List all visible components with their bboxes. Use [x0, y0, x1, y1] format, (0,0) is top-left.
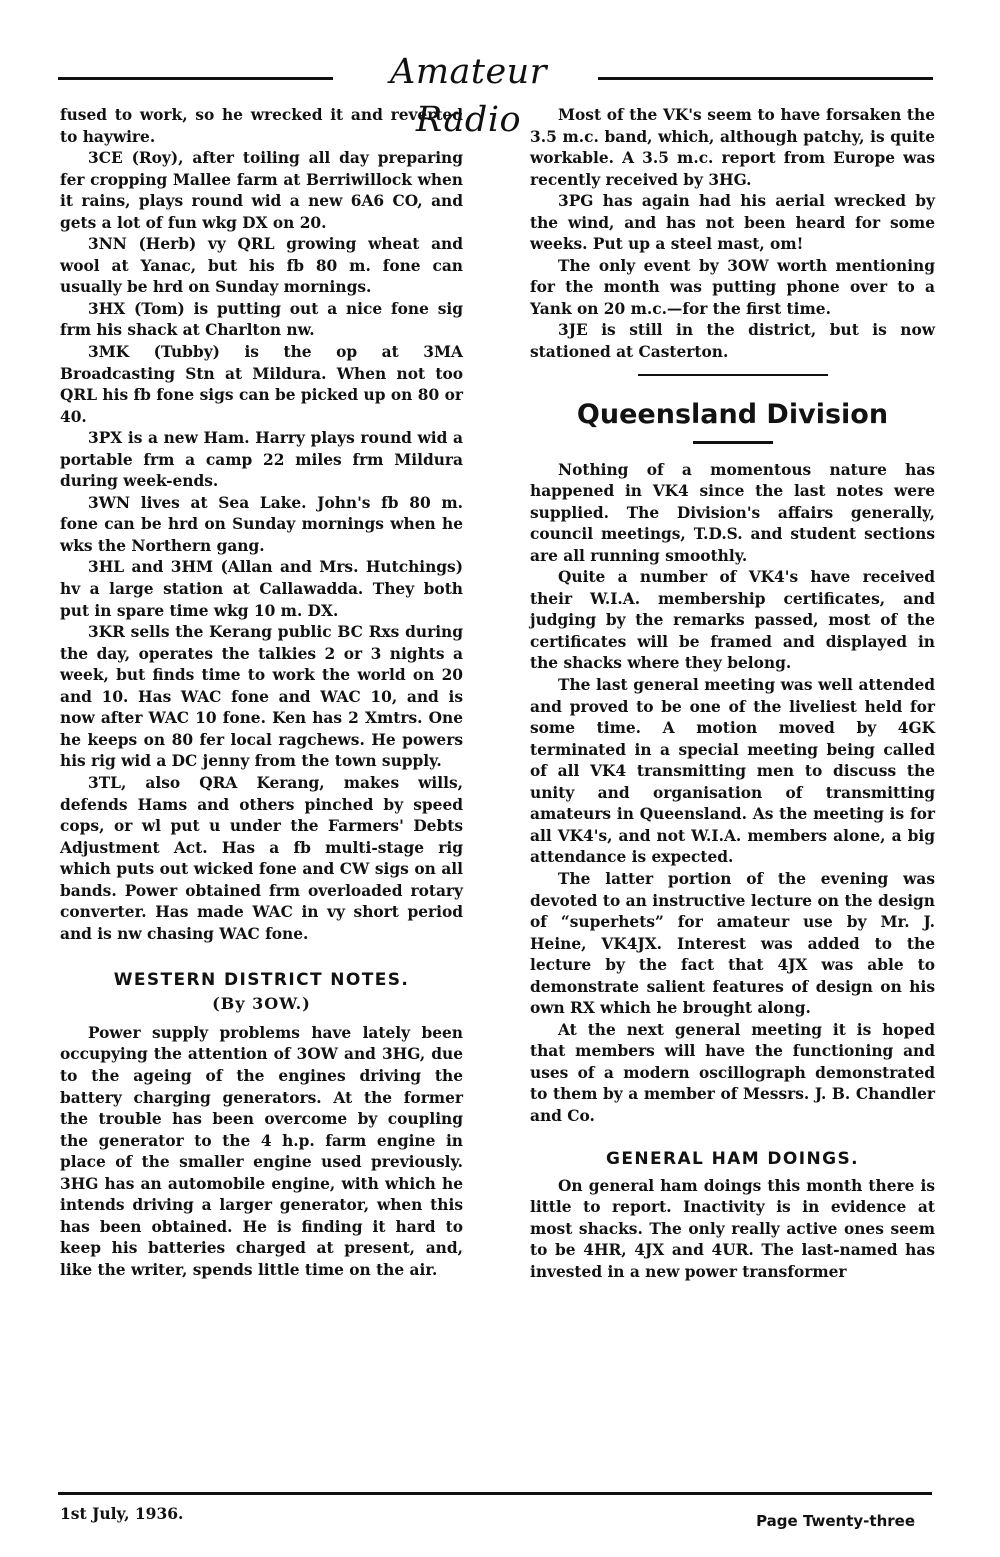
- paragraph-qld-next-meeting: At the next general meeting it is hoped that members will have the functioning and uses of a modern oscillograph demonstrated to them by a member of Messrs. J. B. Chandler and Co.: [530, 1020, 935, 1125]
- paragraph-qld-intro: Nothing of a momentous nature has happened in VK4 since the last notes were supplied. The Division's affairs generally, council meetings, T.D.S. and student sections are all running smoothly.: [530, 460, 935, 565]
- page-number: Page Twenty-three: [756, 1512, 915, 1530]
- paragraph-3hx: 3HX (Tom) is putting out a nice fone sig frm his shack at Charlton nw.: [60, 299, 463, 340]
- paragraph-vk-bands: Most of the VK's seem to have forsaken the 3.5 m.c. band, which, although patchy, is quite workable. A 3.5 m.c. report from Europe was recently received by 3HG.: [530, 106, 935, 189]
- section-divider: [638, 374, 828, 376]
- publication-title: Amateur Radio: [390, 52, 547, 140]
- paragraph-3tl: 3TL, also QRA Kerang, makes wills, defends Hams and others pinched by speed cops, or wl put u under the Farmers' Debts Adjustment Act. Has a fb multi-stage rig which puts out wicked fone and CW sigs on all bands. Power obtained frm overloaded rotary converter. Has made WAC in vy short period and is nw chasing WAC fone.: [60, 773, 463, 943]
- paragraph-3je: 3JE is still in the district, but is now stationed at Casterton.: [530, 321, 935, 362]
- masthead-rule-right: [598, 77, 933, 80]
- paragraph-3hl-3hm: 3HL and 3HM (Allan and Mrs. Hutchings) hv a large station at Callawadda. They both put in spare time wkg 10 m. DX.: [60, 558, 463, 620]
- western-district-byline: (By 3OW.): [212, 994, 311, 1014]
- paragraph-continued: fused to work, so he wrecked it and reverted to haywire.: [60, 106, 463, 146]
- paragraph-3ce: 3CE (Roy), after toiling all day preparing fer cropping Mallee farm at Berriwillock when it rains, plays round wid a new 6A6 CO, and gets a lot of fun wkg DX on 20.: [60, 149, 463, 232]
- paragraph-3px: 3PX is a new Ham. Harry plays round wid a portable frm a camp 22 miles frm Mildura during week-ends.: [60, 429, 463, 491]
- paragraph-3pg: 3PG has again had his aerial wrecked by the wind, and has not been heard for some weeks. Put up a steel mast, om!: [530, 192, 935, 254]
- paragraph-qld-meeting: The last general meeting was well attended and proved to be one of the liveliest held for some time. A motion moved by 4GK terminated in a special meeting being called of all VK4 transmitting men to discuss the unity and organisation of transmitting amateurs in Queensland. As the meeting is for all VK4's, and not W.I.A. members alone, a big attendance is expected.: [530, 676, 935, 867]
- western-district-heading: WESTERN DISTRICT NOTES.: [113, 970, 410, 991]
- footer-rule: [58, 1492, 932, 1495]
- issue-date: 1st July, 1936.: [60, 1504, 184, 1523]
- masthead-rule-left: [58, 77, 333, 80]
- paragraph-3mk: 3MK (Tubby) is the op at 3MA Broadcasting Stn at Mildura. When not too QRL his fb fone sigs can be picked up on 80 or 40.: [60, 343, 463, 426]
- paragraph-general-ham: On general ham doings this month there is little to report. Inactivity is in evidence at most shacks. The only really active ones seem to be 4HR, 4JX and 4UR. The last-named has invested in a new power transformer: [530, 1176, 935, 1281]
- queensland-division-heading: Queensland Division: [576, 398, 889, 430]
- paragraph-3nn: 3NN (Herb) vy QRL growing wheat and wool at Yanac, but his fb 80 m. fone can usually be hrd on Sunday mornings.: [60, 235, 463, 297]
- heading-underline: [693, 441, 773, 444]
- general-ham-doings-heading: GENERAL HAM DOINGS.: [606, 1148, 859, 1169]
- paragraph-qld-certificates: Quite a number of VK4's have received their W.I.A. membership certificates, and judging by the remarks passed, most of the certificates will be framed and displayed in the shacks where they belong.: [530, 568, 935, 673]
- paragraph-power-supply: Power supply problems have lately been occupying the attention of 3OW and 3HG, due to the ageing of the engines driving the battery charging generators. At the former the trouble has been overcome by coupling the generator to the 4 h.p. farm engine in place of the smaller engine used previously. 3HG has an automobile engine, with which he intends driving a larger generator, when this has been obtained. He is finding it hard to keep his batteries charged at present, and, like the writer, spends little time on the air.: [60, 1023, 463, 1279]
- paragraph-3wn: 3WN lives at Sea Lake. John's fb 80 m. fone can be hrd on Sunday mornings when he wks the Northern gang.: [60, 493, 463, 555]
- right-column: [530, 105, 935, 1283]
- paragraph-qld-lecture: The latter portion of the evening was devoted to an instructive lecture on the design of “superhets” for amateur use by Mr. J. Heine, VK4JX. Interest was added to the lecture by the fact that 4JX was able to demonstrate salient features of design on his own RX which he brought along.: [530, 869, 935, 1018]
- paragraph-3kr: 3KR sells the Kerang public BC Rxs during the day, operates the talkies 2 or 3 nights a week, but finds time to work the world on 20 and 10. Has WAC fone and WAC 10, and is now after WAC 10 fone. Ken has 2 Xmtrs. One he keeps on 80 fer local ragchews. He powers his rig wid a DC jenny from the town supply.: [60, 623, 463, 771]
- paragraph-3ow: The only event by 3OW worth mentioning for the month was putting phone over to a Yank on 20 m.c.—for the first time.: [530, 256, 935, 318]
- left-column: [60, 105, 463, 1281]
